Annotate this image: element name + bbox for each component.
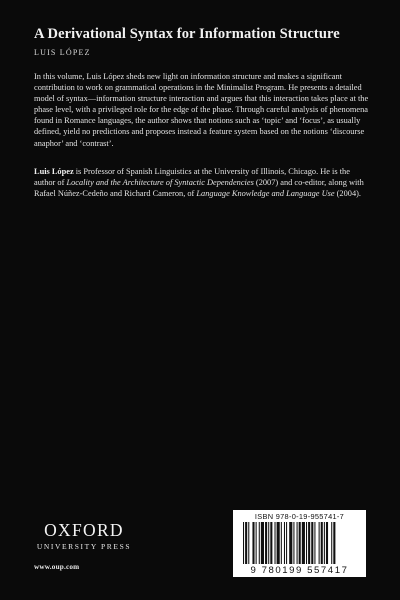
bio-book-title-2: Language Knowledge and Language Use bbox=[196, 189, 335, 199]
author-bio bbox=[34, 166, 364, 199]
bio-text-2: (2007) and co-editor, along with Rafael Núñez-Cedeño and Richard Cameron, of bbox=[34, 178, 364, 199]
barcode-icon bbox=[243, 522, 356, 564]
bio-text-1: is Professor of Spanish Linguistics at the University of Illinois, Chicago. He is the author of bbox=[34, 167, 350, 188]
bio-text-3: (2004). bbox=[334, 189, 361, 199]
author-name: LUIS LÓPEZ bbox=[34, 48, 91, 57]
publisher-name: OXFORD bbox=[44, 520, 124, 540]
book-title: A Derivational Syntax for Information Structure bbox=[34, 26, 340, 42]
isbn-label: ISBN 978-0-19-955741-7 bbox=[254, 512, 345, 521]
barcode-box bbox=[233, 510, 366, 577]
publisher-url: www.oup.com bbox=[34, 563, 80, 571]
description-paragraph: In this volume, Luis López sheds new light on information structure and makes a significant contribution to work on grammatical operations in the Minimalist Program. He presents a detailed model of syntax—information structure interaction and argues that this interaction takes place at the phase level, with a privileged role for the edge of the phase. Through careful analysis of phenomena found in Romance languages, the author shows that notions such as ‘topic’ and ‘focus’, as usually defined, yield no predictions and proposes instead a feature system based on the notions ‘discourse anaphor’ and ‘contrast’. bbox=[34, 72, 369, 148]
bio-author-name: Luis López bbox=[34, 167, 74, 176]
bio-book-title-1: Locality and the Architecture of Syntactic Dependencies bbox=[66, 178, 254, 188]
publisher-logo bbox=[34, 521, 134, 551]
barcode-digits: 9 780199 557417 bbox=[250, 565, 349, 576]
publisher-subtitle: UNIVERSITY PRESS bbox=[36, 542, 132, 551]
